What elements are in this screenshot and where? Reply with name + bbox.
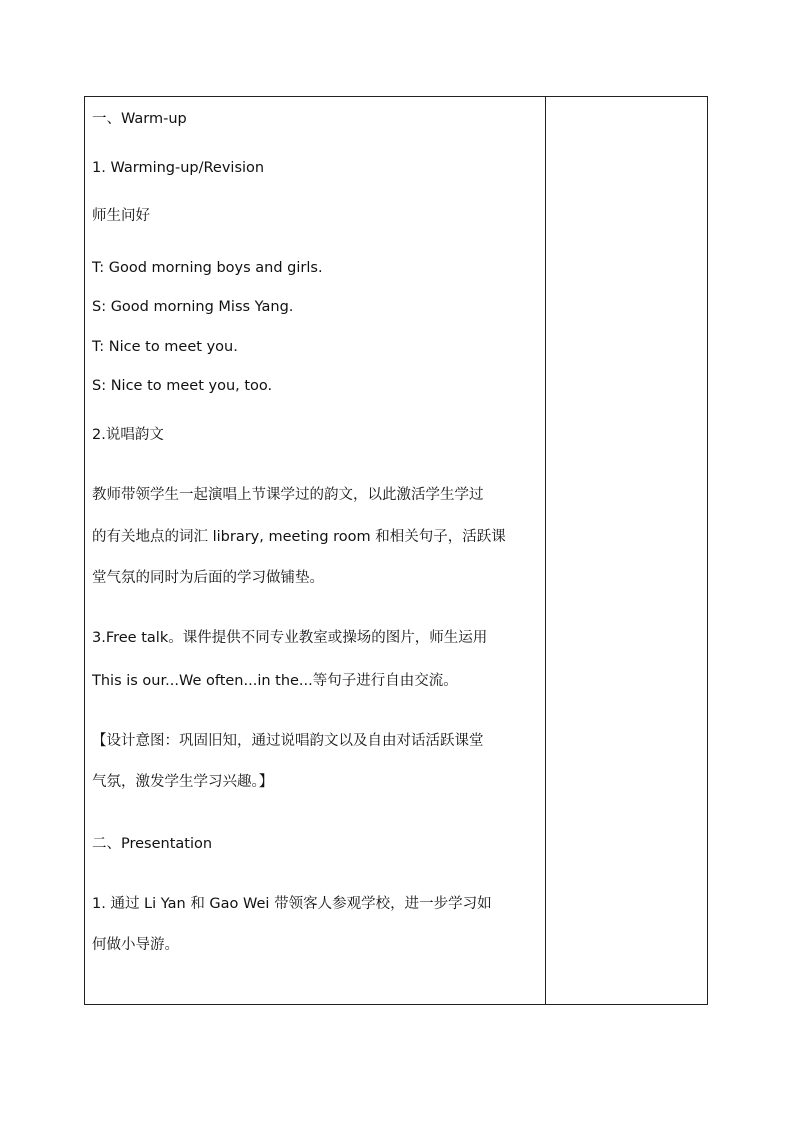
section-heading-warm-up: 一、Warm-up (92, 111, 187, 127)
step-tour-guide: 1. 通过 Li Yan 和 Gao Wei 带领客人参观学校，进一步学习如 (92, 896, 492, 912)
paragraph-line: This is our...We often...in the...等句子进行自由交流。 (92, 673, 458, 689)
paragraph-line: 的有关地点的词汇 library, meeting room 和相关句子，活跃课 (92, 529, 506, 545)
step-free-talk: 3.Free talk。课件提供不同专业教室或操场的图片，师生运用 (92, 630, 488, 646)
paragraph-line: 何做小导游。 (92, 937, 179, 953)
paragraph-line: 教师带领学生一起演唱上节课学过的韵文，以此激活学生学过 (92, 487, 484, 503)
dialogue-line: S: Nice to meet you, too. (92, 378, 273, 394)
lesson-plan-table (84, 96, 708, 1005)
design-intent: 气氛，激发学生学习兴趣。】 (92, 774, 274, 790)
dialogue-line: T: Good morning boys and girls. (92, 260, 323, 276)
design-intent: 【设计意图：巩固旧知，通过说唱韵文以及自由对话活跃课堂 (92, 733, 484, 749)
section-heading-presentation: 二、Presentation (92, 836, 213, 852)
greeting-label: 师生问好 (92, 208, 150, 224)
notes-cell (546, 97, 707, 1004)
lesson-content-cell (85, 97, 545, 1004)
paragraph-line: 堂气氛的同时为后面的学习做铺垫。 (92, 570, 324, 586)
step-warming-up: 1. Warming-up/Revision (92, 160, 265, 176)
dialogue-line: S: Good morning Miss Yang. (92, 299, 294, 315)
dialogue-line: T: Nice to meet you. (92, 339, 238, 355)
step-chant: 2.说唱韵文 (92, 427, 164, 443)
